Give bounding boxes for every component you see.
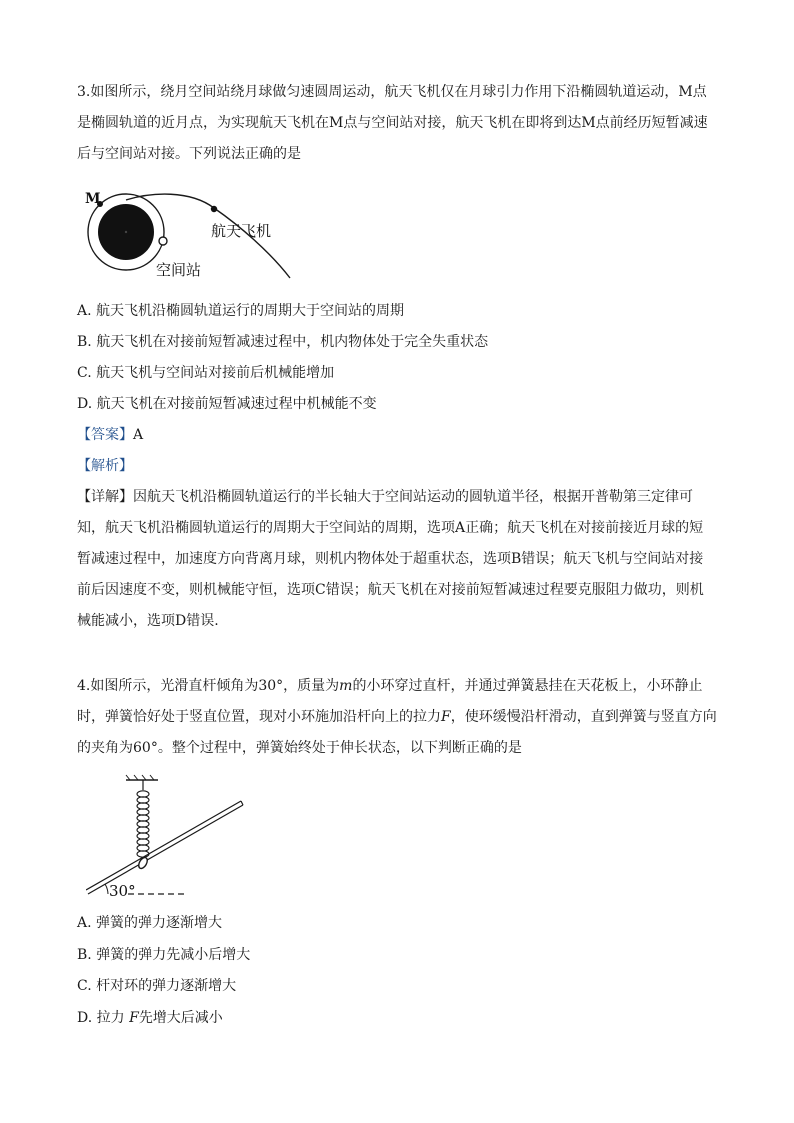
q3-option-b: B. 航天飞机在对接前短暂减速过程中，机内物体处于完全失重状态 [77,334,489,350]
ring [137,856,149,870]
station-marker [159,237,167,245]
detail-tag: 【详解】 [77,489,133,505]
label-station: 空间站 [156,261,202,279]
label-shuttle: 航天飞机 [211,222,272,240]
q4-option-c: C. 杆对环的弹力逐渐增大 [77,978,237,994]
answer-value: A [133,427,144,443]
q4-mass-symbol: m [339,678,353,694]
shuttle-marker [211,206,217,212]
q3-detail [77,482,717,637]
q3-option-c: C. 航天飞机与空间站对接前后机械能增加 [77,365,335,381]
q4-spring-rod-figure [86,774,248,898]
q3-option-d: D. 航天飞机在对接前短暂减速过程中机械能不变 [77,396,377,412]
q3-answer [77,425,143,445]
answer-tag: 【答案】 [77,427,133,443]
angle-label: 30° [109,882,136,898]
rod-edge-lower [88,805,243,894]
detail-text: 因航天飞机沿椭圆轨道运行的半长轴大于空间站运动的圆轨道半径，根据开普勒第三定律可知，航天飞机沿椭圆轨道运行的周期大于空间站的周期，选项A正确；航天飞机在对接前接近月球的短暂减速过程中，加速度方向背离月球，则机内物体处于超重状态，选项B错误；航天飞机与空间站对接前后因速度不变，则机械能守恒，选项C错误；航天飞机在对接前短暂减速过程要克服阻力做功，则机械能减小，选项D错误. [77,489,704,629]
analysis-tag: 【解析】 [77,458,133,474]
q4-stem: 4.如图所示，光滑直杆倾角为30°，质量为m的小环穿过直杆，并通过弹簧悬挂在天花板上，小环静止时，弹簧恰好处于竖直位置，现对小环施加沿杆向上的拉力F，使环缓慢沿杆滑动，直到弹簧与竖直方向的夹角为60°。整个过程中，弹簧始终处于伸长状态，以下判断正确的是 [77,678,717,756]
q4-force-symbol: F [441,709,451,725]
angle-arc [105,884,108,894]
q3-orbit-figure [80,186,300,280]
q4-option-d-force-symbol: F [129,1010,139,1026]
q4-option-a: A. 弹簧的弹力逐渐增大 [77,915,223,931]
q3-stem: 3.如图所示，绕月空间站绕月球做匀速圆周运动，航天飞机仅在月球引力作用下沿椭圆轨道运动，M点是椭圆轨道的近月点，为实现航天飞机在M点与空间站对接，航天飞机在即将到达M点前经历短暂减速后与空间站对接。下列说法正确的是 [77,84,708,162]
q3-option-a: A. 航天飞机沿椭圆轨道运行的周期大于空间站的周期 [77,303,405,319]
spring-coil [137,791,149,857]
q4-option-b: B. 弹簧的弹力先减小后增大 [77,947,251,963]
q3-analysis-heading [77,456,133,476]
label-m: M [85,191,101,207]
rod-edge-upper [86,801,241,890]
q4-option-d: D. 拉力 F先增大后减小 [77,1010,223,1026]
